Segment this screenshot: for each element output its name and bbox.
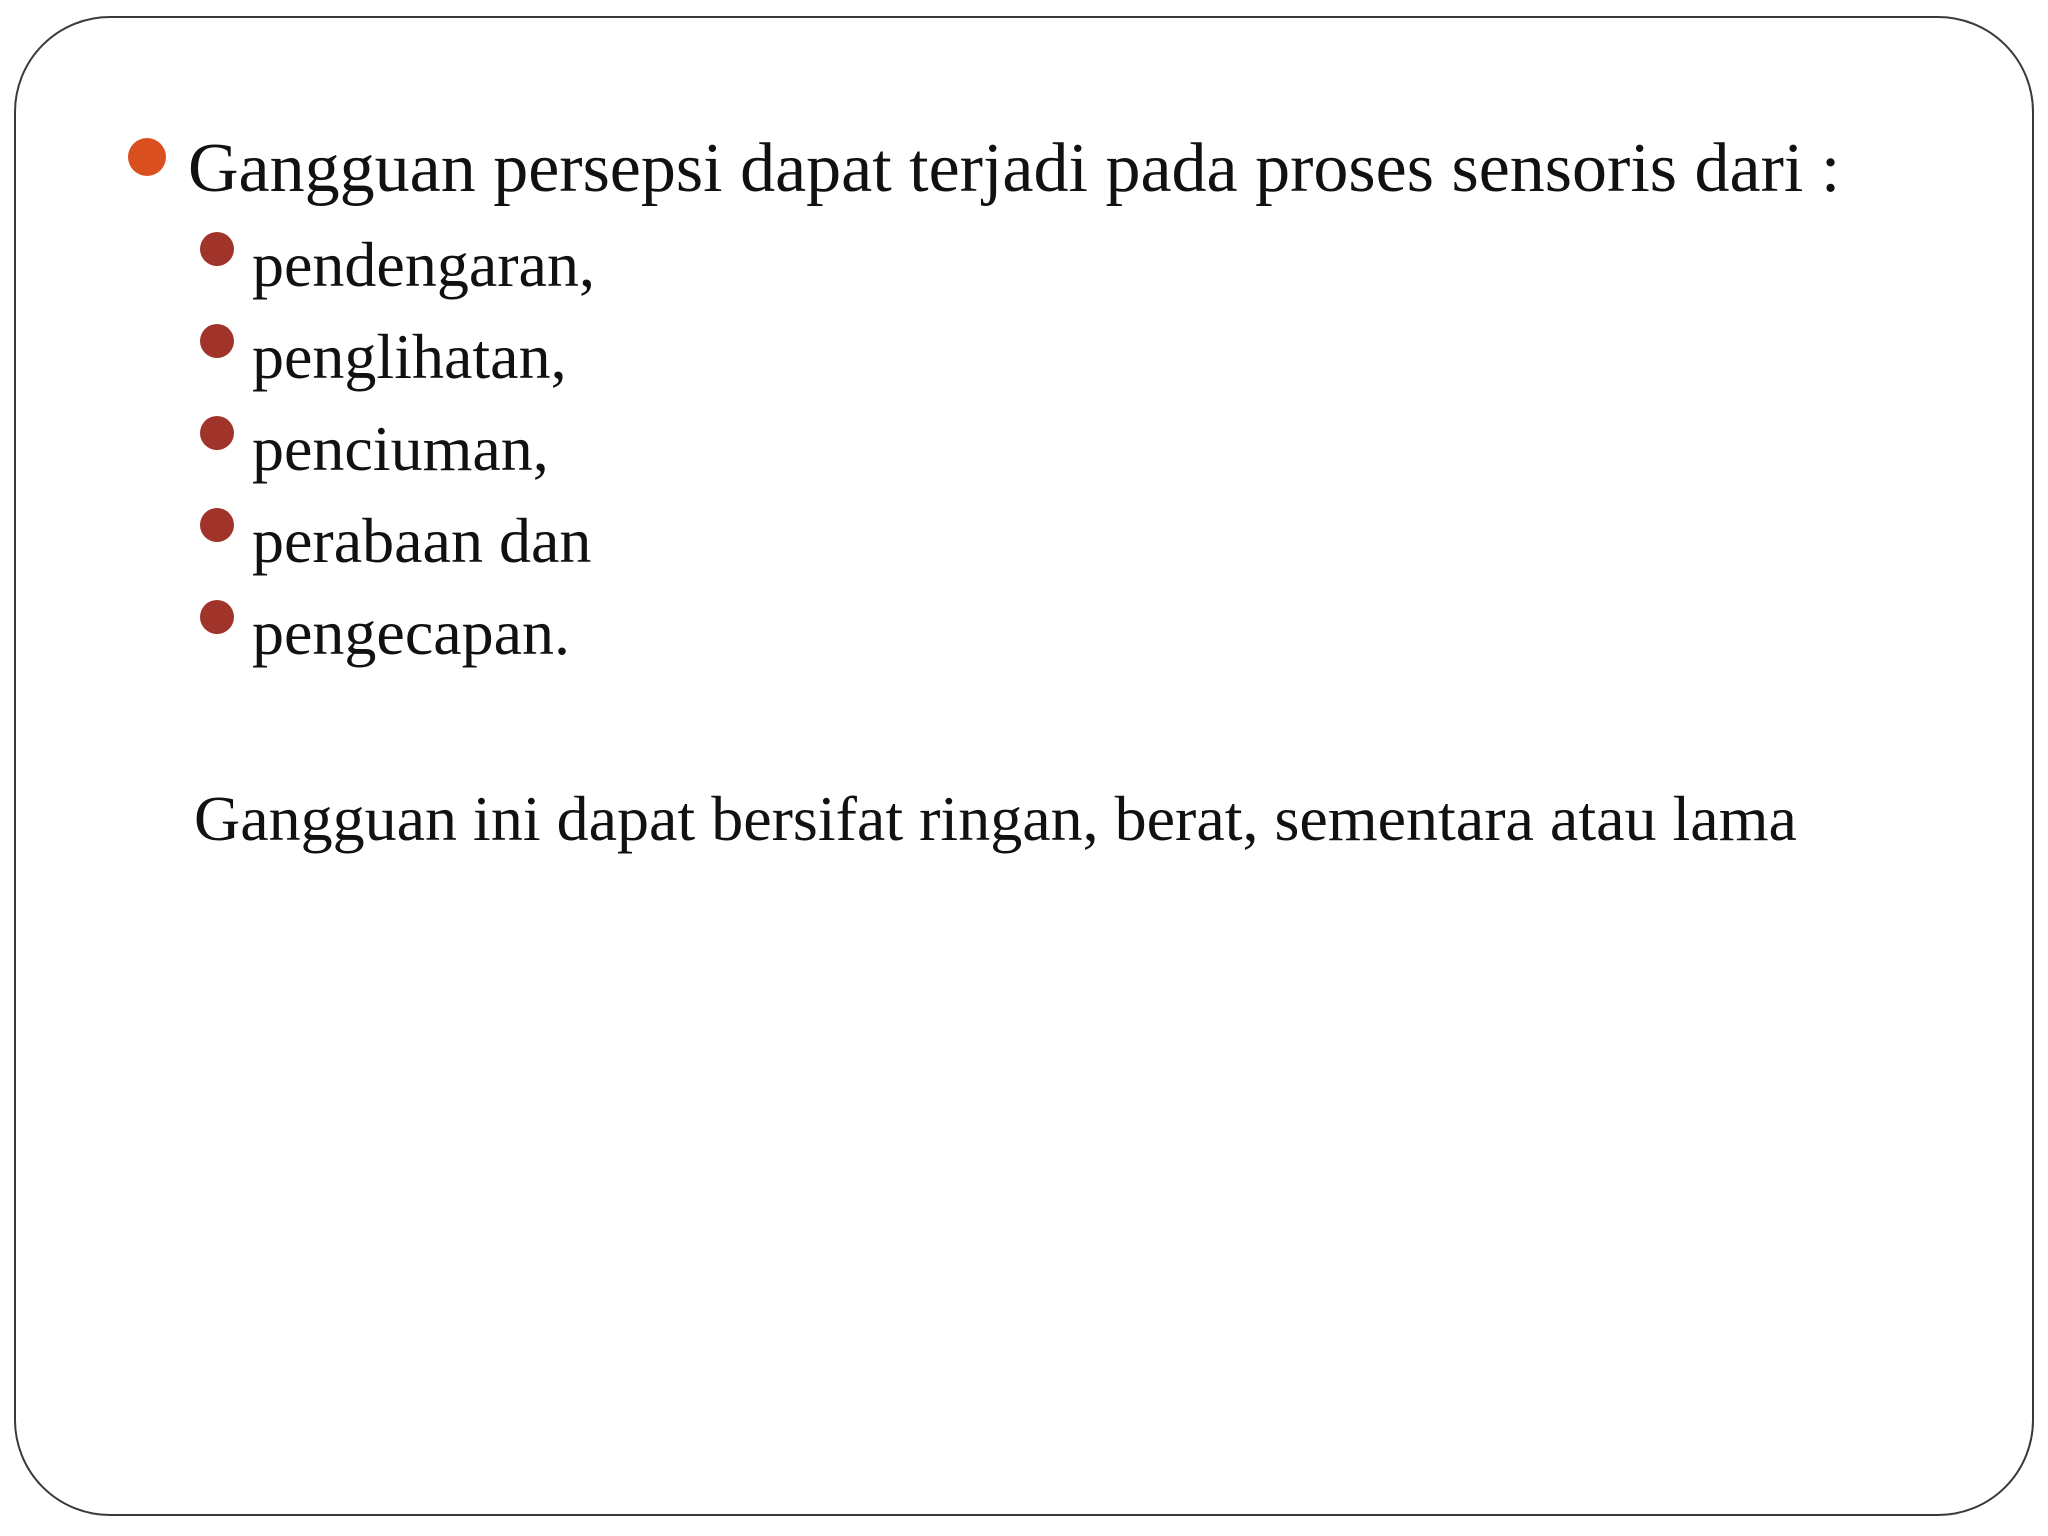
main-bullet-dot — [128, 138, 166, 176]
sub-bullet-dot — [200, 508, 234, 542]
sub-bullet-dot — [200, 324, 234, 358]
sub-bullet-text: penciuman, — [252, 413, 549, 484]
sub-bullet-text: penglihatan, — [252, 321, 567, 392]
sub-bullet-dot — [200, 416, 234, 450]
sub-bullet-dot — [200, 600, 234, 634]
sub-bullet-text: pendengaran, — [252, 229, 595, 300]
main-bullet-text: Gangguan persepsi dapat terjadi pada proses sensoris dari : — [188, 130, 1841, 207]
sub-bullet-text: perabaan dan — [252, 505, 592, 576]
sub-bullet-dot — [200, 232, 234, 266]
sub-bullet-text: pengecapan. — [252, 597, 571, 668]
slide-note: Gangguan ini dapat bersifat ringan, berat, sementara atau lama — [194, 783, 1797, 854]
